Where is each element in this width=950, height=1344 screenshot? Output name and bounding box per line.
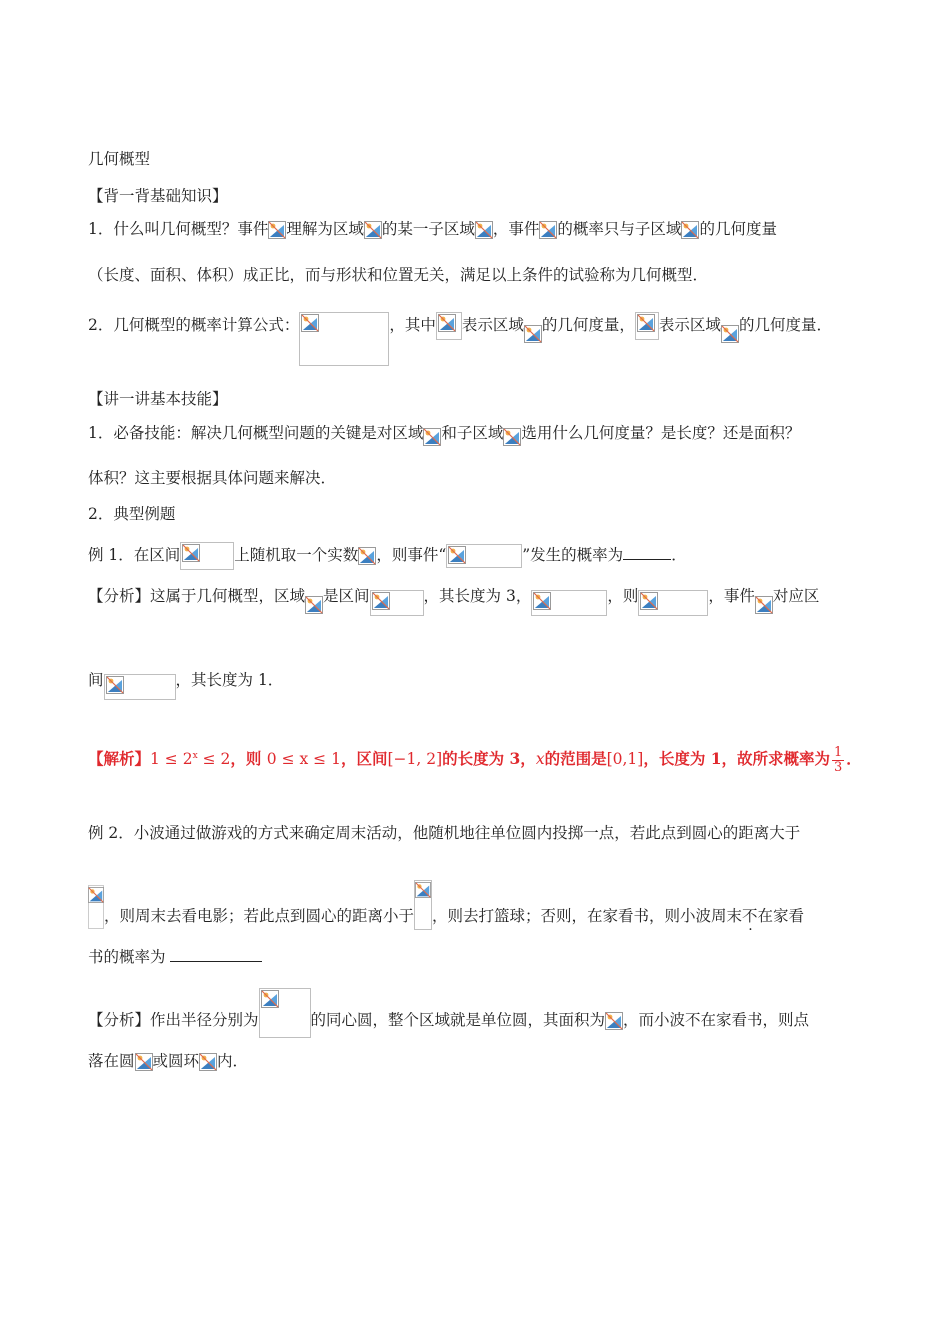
answer-blank <box>170 961 262 962</box>
analysis-2: 【分析】作出半径分别为 的同心圆，整个区域就是单位圆，其面积为 ，而小波不在家看书，则点 <box>88 996 809 1046</box>
broken-image-icon <box>261 990 279 1008</box>
broken-image-icon <box>301 314 319 332</box>
radii-image-placeholder <box>259 988 311 1038</box>
broken-image-icon <box>640 592 658 610</box>
radius-image-placeholder <box>414 880 432 930</box>
broken-image-icon <box>539 221 557 239</box>
broken-image-icon <box>605 1012 623 1030</box>
math-fraction: $\frac{1}{3}$ <box>834 744 843 775</box>
broken-image-icon <box>88 887 104 903</box>
example-2: 例 2．小波通过做游戏的方式来确定周末活动，他随机地往单位圆内投掷一点，若此点到圆心的距离大于 <box>88 824 801 842</box>
example-1: 例 1．在区间 上随机取一个实数 ，则事件“ ”发生的概率为 ． <box>88 542 687 570</box>
interval-image-placeholder <box>104 674 176 700</box>
measure-image-placeholder <box>635 312 659 340</box>
analysis-1-line2: 间 ，其长度为 1． <box>88 668 283 694</box>
broken-image-icon <box>438 314 456 332</box>
measure-image-placeholder <box>436 312 462 340</box>
subinterval-image-placeholder <box>638 590 708 616</box>
broken-image-icon <box>475 221 493 239</box>
paragraph-formula: 2．几何概型的概率计算公式： ，其中 表示区域 的几何度量， 表示区域 的几何度量． <box>88 312 832 366</box>
broken-image-icon <box>524 325 542 343</box>
doc-title: 几何概型 <box>88 150 151 168</box>
broken-image-icon <box>106 676 124 694</box>
broken-image-icon <box>305 596 323 614</box>
broken-image-icon <box>637 314 655 332</box>
interval-image-placeholder <box>370 590 424 616</box>
answer-blank <box>623 559 671 560</box>
subheading-examples: 2．典型例题 <box>88 505 176 523</box>
event-image-placeholder <box>446 544 522 568</box>
broken-image-icon <box>364 221 382 239</box>
broken-image-icon <box>755 596 773 614</box>
math-range: 0 ≤ x ≤ 1 <box>266 750 341 769</box>
broken-image-icon <box>721 325 739 343</box>
paragraph-skill-line2: 体积？这主要根据具体问题来解决． <box>88 469 337 487</box>
math-variable: x <box>535 750 545 769</box>
broken-image-icon <box>358 547 376 565</box>
broken-image-icon <box>681 221 699 239</box>
math-interval: [−1, 2] <box>387 750 443 769</box>
analysis-2-line2: 落在圆 或圆环 内． <box>88 1052 249 1070</box>
example-2-line2: ，则周末去看电影；若此点到圆心的距离小于 ，则去打篮球；否则，在家看书，则小波周末不在家看 <box>88 892 804 942</box>
radius-image-placeholder <box>88 885 104 929</box>
broken-image-icon <box>135 1053 153 1071</box>
example-2-line3: 书的概率为 <box>88 946 262 968</box>
broken-image-icon <box>503 428 521 446</box>
paragraph-definition: 1．什么叫几何概型？事件 理解为区域 的某一子区域 ，事件 的概率只与子区域 的几何度量 <box>88 220 777 238</box>
paragraph-skill: 1．必备技能：解决几何概型问题的关键是对区域 和子区域 选用什么几何度量？是长度？还是面积？ <box>88 422 800 444</box>
broken-image-icon <box>268 221 286 239</box>
broken-image-icon <box>448 546 466 564</box>
broken-image-icon <box>423 428 441 446</box>
formula-image-placeholder <box>299 312 389 366</box>
section-heading-skills: 【讲一讲基本技能】 <box>88 390 228 408</box>
broken-image-icon <box>199 1053 217 1071</box>
analysis-1: 【分析】这属于几何概型，区域 是区间 ，其长度为 3， ，则 ，事件 对应区 <box>88 584 819 610</box>
math-interval: [0,1] <box>606 750 644 769</box>
emphasis-char: 不 <box>742 907 758 925</box>
broken-image-icon <box>533 592 551 610</box>
broken-image-icon <box>372 592 390 610</box>
measure-image-placeholder <box>531 590 607 616</box>
interval-image-placeholder <box>180 542 234 570</box>
paragraph-definition-line2: （长度、面积、体积）成正比，而与形状和位置无关，满足以上条件的试验称为几何概型． <box>88 266 709 284</box>
broken-image-icon <box>415 882 431 898</box>
solution-1: 【解析】$1 \le 2^x \le 2$，则 0 ≤ x ≤ 1，区间[−1, 2]的长度为 3，x的范围是[0,1]，长度为 1，故所求概率为 $\frac{1}{3}$ ． <box>88 744 862 775</box>
broken-image-icon <box>182 544 200 562</box>
math-inequality: $1 \le 2^x \le 2$ <box>150 750 231 769</box>
section-heading-basics: 【背一背基础知识】 <box>88 187 228 205</box>
